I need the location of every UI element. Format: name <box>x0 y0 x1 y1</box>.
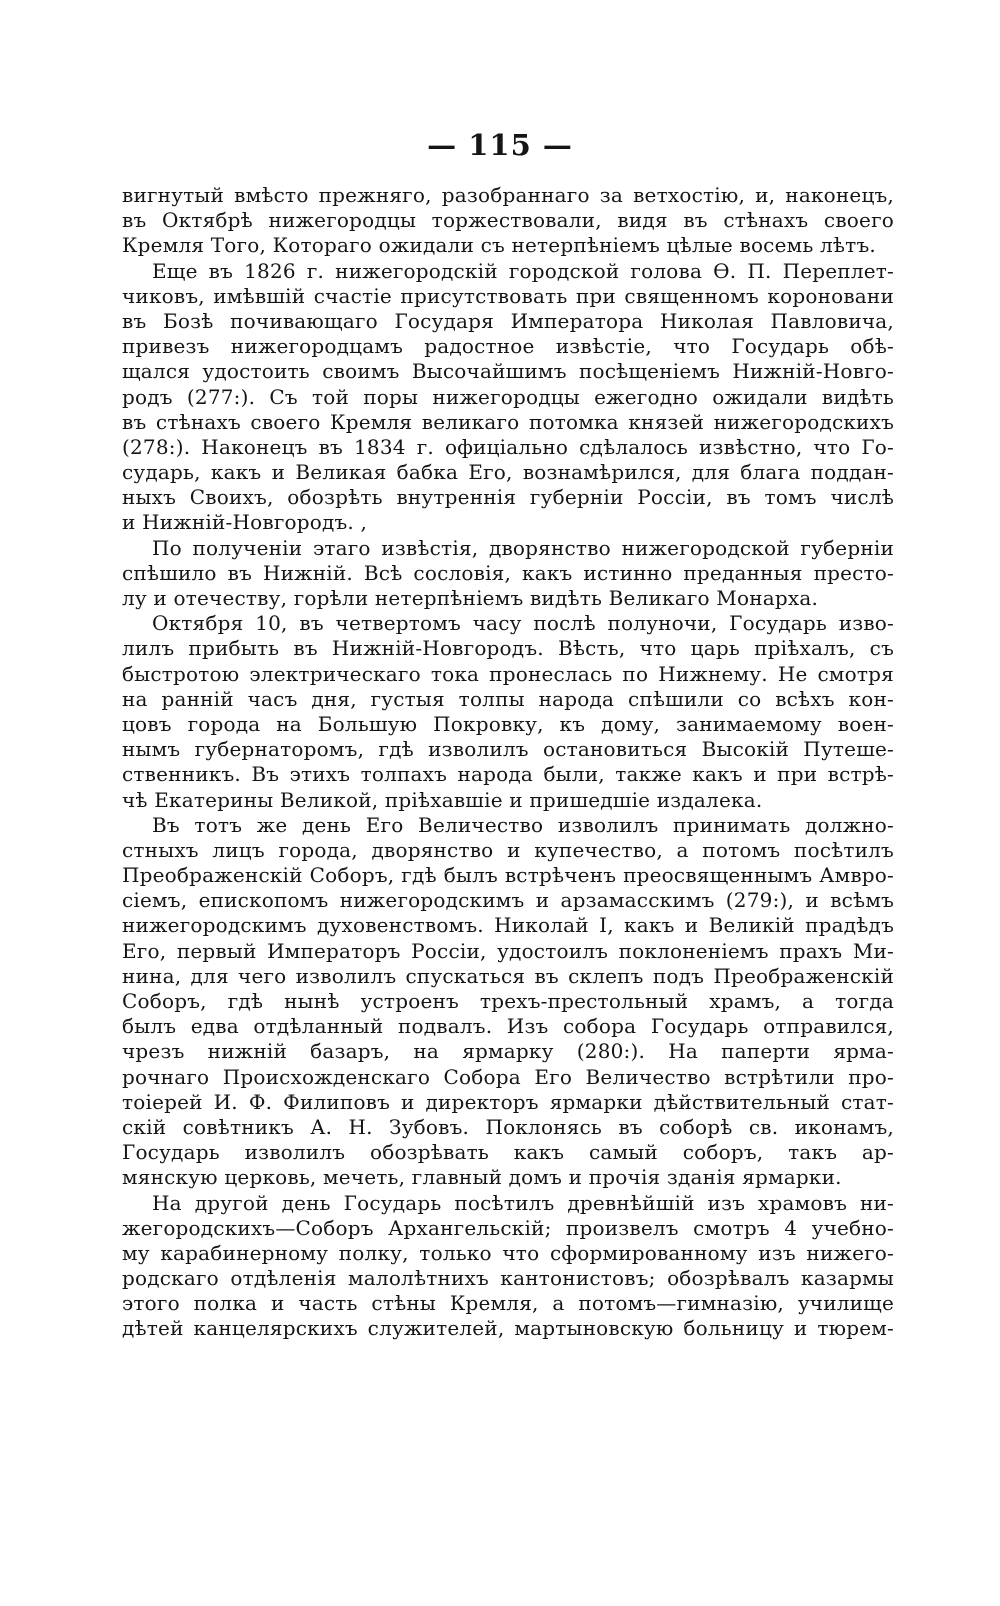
text-line: Преображенскій Соборъ, гдѣ былъ встрѣченъ преосвященнымъ Амвро- <box>122 863 894 888</box>
text-line: На другой день Государь посѣтилъ древнѣйшій изъ храмовъ ни- <box>152 1190 894 1215</box>
text-line: му карабинерному полку, только что сформированному изъ нижего- <box>122 1240 894 1265</box>
text-line: нымъ губернаторомъ, гдѣ изволилъ остановиться Высокій Путеше- <box>122 737 894 762</box>
text-line: По полученіи этаго извѣстія, дворянство нижегородской губерніи <box>152 535 894 560</box>
text-line: этого полка и часть стѣны Кремля, а потомъ—гимназію, училище <box>122 1291 894 1316</box>
text-line: въ Октябрѣ нижегородцы торжествовали, видя въ стѣнахъ своего <box>122 208 894 233</box>
text-line: лу и отечеству, горѣли нетерпѣніемъ видѣть Великаго Монарха. <box>122 586 819 610</box>
text-line: чрезъ нижній базаръ, на ярмарку (280:). На паперти ярма- <box>122 1039 894 1064</box>
text-line: въ стѣнахъ своего Кремля великаго потомка князей нижегородскихъ <box>122 409 894 434</box>
text-line: родъ (277:). Съ той поры нижегородцы ежегодно ожидали видѣть <box>122 384 894 409</box>
text-line: Государь изволилъ обозрѣвать какъ самый соборъ, такъ ар- <box>122 1140 894 1165</box>
text-line: стныхъ лицъ города, дворянство и купечество, а потомъ посѣтилъ <box>122 837 894 862</box>
text-line: чѣ Екатерины Великой, пріѣхавшіе и пришедшіе издалека. <box>122 787 763 812</box>
text-line: Октября 10, въ четвертомъ часу послѣ полуночи, Государь изво- <box>152 611 894 636</box>
text-line: сударь, какъ и Великая бабка Его, вознамѣрился, для блага поддан- <box>122 460 894 485</box>
text-line: родскаго отдѣленія малолѣтнихъ кантонистовъ; обозрѣвалъ казармы <box>122 1266 894 1291</box>
text-line: мянскую церковь, мечеть, главный домъ и прочія зданія ярмарки. <box>122 1165 842 1190</box>
text-line: нина, для чего изволилъ спускаться въ склепъ подъ Преображенскій <box>122 963 894 988</box>
text-line: сіемъ, епископомъ нижегородскимъ и арзамасскимъ (279:), и всѣмъ <box>122 888 894 913</box>
text-line: былъ едва отдѣланный подвалъ. Изъ собора Государь отправился, <box>122 1014 894 1039</box>
text-line: ственникъ. Въ этихъ толпахъ народа были, также какъ и при встрѣ- <box>122 762 894 787</box>
text-line: Его, первый Императоръ Россіи, удостоилъ поклоненіемъ прахъ Ми- <box>122 938 894 963</box>
text-line: Соборъ, гдѣ нынѣ устроенъ трехъ-престольный храмъ, а тогда <box>122 989 894 1013</box>
text-line: щался удостоить своимъ Высочайшимъ посѣщеніемъ Нижній-Новго- <box>122 359 894 384</box>
text-line: быстротою электрическаго тока пронеслась по Нижнему. Не смотря <box>122 661 894 686</box>
text-line: тоіерей И. Ф. Филиповъ и директоръ ярмарки дѣйствительный стат- <box>122 1089 894 1114</box>
text-line: вигнутый вмѣсто прежняго, разобраннаго за ветхостію, и, наконецъ, <box>122 183 894 207</box>
text-line: привезъ нижегородцамъ радостное извѣстіе, что Государь обѣ- <box>122 334 894 359</box>
text-line: цовъ города на Большую Покровку, къ дому, занимаемому воен- <box>122 711 894 736</box>
text-line: рочнаго Происхожденскаго Собора Его Величество встрѣтили про- <box>122 1064 894 1089</box>
text-line: скій совѣтникъ А. Н. Зубовъ. Поклонясь въ соборѣ св. иконамъ, <box>122 1114 894 1139</box>
text-line: и Нижній-Новгородъ. , <box>122 510 368 535</box>
text-line: нижегородскимъ духовенствомъ. Николай I, какъ и Великій прадѣдъ <box>122 913 894 938</box>
page-number: — 115 — <box>427 128 573 162</box>
text-line: дѣтей канцелярскихъ служителей, мартыновскую больницу и тюрем- <box>122 1316 894 1341</box>
body-text <box>122 183 894 1342</box>
text-line: спѣшило въ Нижній. Всѣ сословія, какъ истинно преданныя престо- <box>122 560 894 585</box>
text-line: Кремля Того, Котораго ожидали съ нетерпѣніемъ цѣлые восемь лѣтъ. <box>122 233 876 258</box>
text-line: лилъ прибыть въ Нижній-Новгородъ. Вѣсть, что царь пріѣхалъ, съ <box>122 636 894 661</box>
text-line: чиковъ, имѣвшій счастіе присутствовать при священномъ короновани <box>122 283 894 308</box>
text-line: на ранній часъ дня, густыя толпы народа спѣшили со всѣхъ кон- <box>122 686 894 711</box>
text-line: въ Бозѣ почивающаго Государя Императора Николая Павловича, <box>122 308 894 333</box>
text-line: Еще въ 1826 г. нижегородскій городской голова Ѳ. П. Переплет- <box>152 258 894 283</box>
text-line: Въ тотъ же день Его Величество изволилъ принимать должно- <box>152 812 894 837</box>
text-line: (278:). Наконецъ въ 1834 г. офиціально сдѣлалось извѣстно, что Го- <box>122 434 894 459</box>
text-line: ныхъ Своихъ, обозрѣть внутреннія губерніи Россіи, въ томъ числѣ <box>122 485 894 510</box>
text-line: жегородскихъ—Соборъ Архангельскій; произвелъ смотръ 4 учебно- <box>122 1215 894 1240</box>
